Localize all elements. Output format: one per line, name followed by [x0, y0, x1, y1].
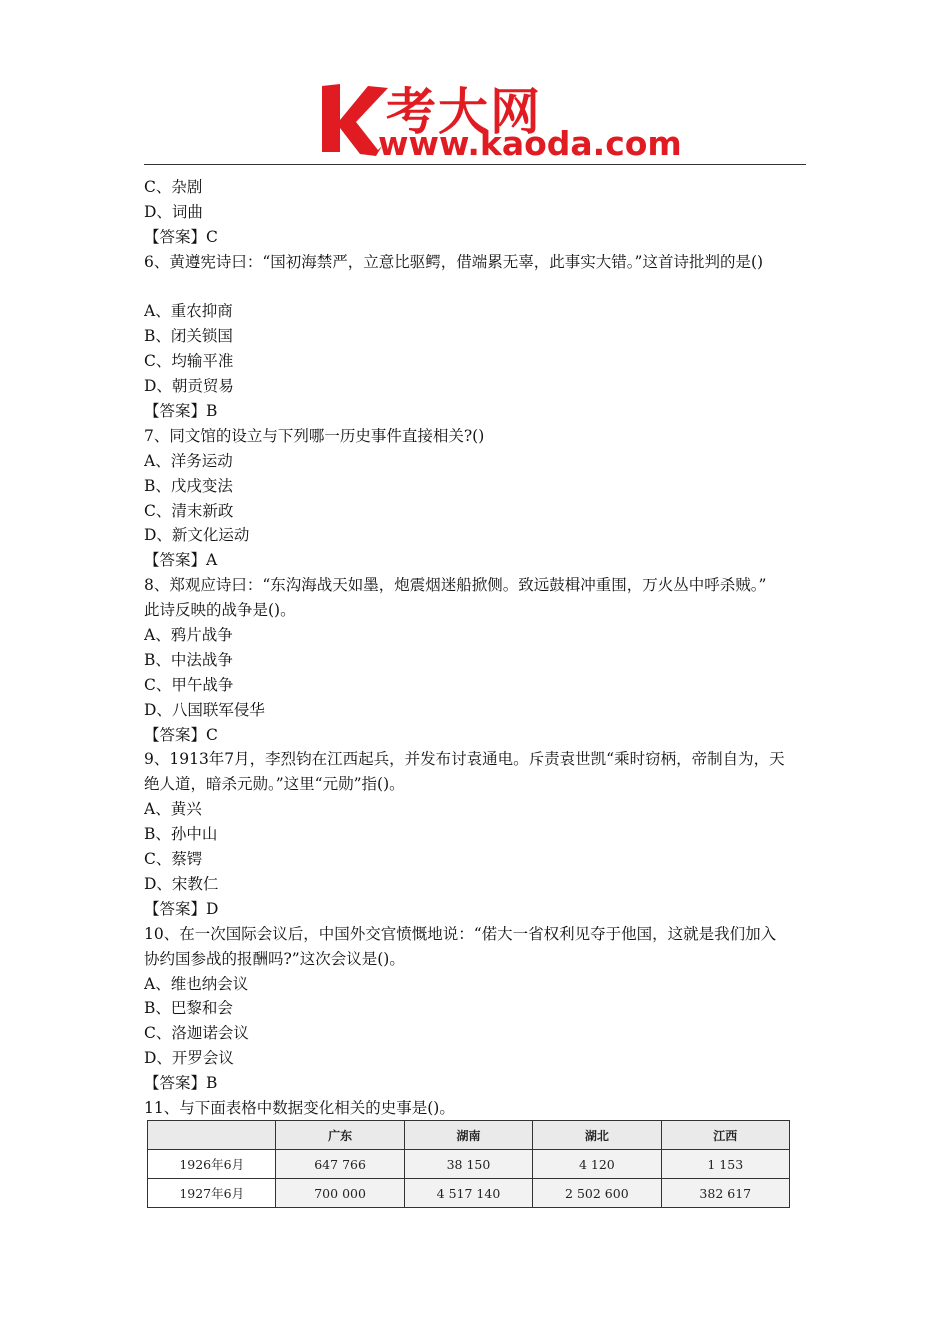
answer-line: 【答案】C: [144, 227, 218, 246]
option-line: A、维也纳会议: [144, 974, 249, 993]
question-line: 7、同文馆的设立与下列哪一历史事件直接相关?(): [144, 426, 485, 445]
answer-line: 【答案】B: [144, 1074, 218, 1093]
option-line: C、蔡锷: [144, 850, 203, 869]
question-content: [144, 175, 808, 1121]
answer-line: 【答案】A: [144, 551, 218, 570]
question-line: 9、1913年7月，李烈钧在江西起兵，并发布讨袁通电。斥责袁世凯“乘时窃柄，帝制自为，天: [144, 750, 785, 769]
table-row-label: 1927年6月: [148, 1179, 276, 1208]
table-row: [148, 1179, 790, 1208]
option-line: A、洋务运动: [144, 451, 233, 470]
question-line: 10、在一次国际会议后，中国外交官愤慨地说：“偌大一省权利见夺于他国，这就是我们加入: [144, 924, 777, 943]
table-cell: 1 153: [661, 1150, 789, 1179]
question-line: 绝人道，暗杀元勋。”这里“元勋”指()。: [144, 775, 405, 794]
question-line: 协约国参战的报酬吗?”这次会议是()。: [144, 949, 405, 968]
option-line: B、巴黎和会: [144, 999, 233, 1018]
option-line: A、鸦片战争: [144, 626, 233, 645]
logo-chinese-name: 考大网: [386, 83, 542, 141]
table-cell: 647 766: [276, 1150, 404, 1179]
header-divider: [144, 164, 806, 165]
option-line: D、开罗会议: [144, 1049, 234, 1068]
question-line: 11、与下面表格中数据变化相关的史事是()。: [144, 1098, 455, 1117]
option-line: C、甲午战争: [144, 675, 234, 694]
table-header-cell: 湖南: [404, 1121, 532, 1150]
option-line: D、新文化运动: [144, 526, 250, 545]
data-table: [147, 1120, 790, 1208]
option-line: D、宋教仁: [144, 874, 219, 893]
question-line: 8、郑观应诗曰：“东沟海战天如墨，炮震烟迷船掀侧。致远鼓楫冲重围，万火丛中呼杀贼。”: [144, 576, 767, 595]
logo-url: www.kaoda.com: [378, 124, 682, 163]
answer-line: 【答案】B: [144, 402, 218, 421]
answer-line: 【答案】C: [144, 725, 218, 744]
option-line: B、戊戌变法: [144, 476, 233, 495]
table-cell: 4 517 140: [404, 1179, 532, 1208]
option-line: A、黄兴: [144, 800, 202, 819]
table-row-label: 1926年6月: [148, 1150, 276, 1179]
option-line: B、孙中山: [144, 825, 218, 844]
question-line: 6、黄遵宪诗曰：“国初海禁严，立意比驱鳄，借端累无辜，此事实大错。”这首诗批判的是(): [144, 252, 764, 271]
table-header-row: [148, 1121, 790, 1150]
table-header-cell: 湖北: [533, 1121, 661, 1150]
data-table-wrapper: [147, 1120, 790, 1208]
option-line: C、洛迦诺会议: [144, 1024, 249, 1043]
option-line: A、重农抑商: [144, 302, 233, 321]
option-line: B、中法战争: [144, 650, 233, 669]
table-cell: 2 502 600: [533, 1179, 661, 1208]
text-line: D、词曲: [144, 202, 203, 221]
answer-line: 【答案】D: [144, 899, 219, 918]
option-line: D、八国联军侵华: [144, 700, 265, 719]
table-corner-cell: [148, 1121, 276, 1150]
option-line: B、闭关锁国: [144, 327, 233, 346]
table-cell: 38 150: [404, 1150, 532, 1179]
question-line: 此诗反映的战争是()。: [144, 601, 296, 620]
table-row: [148, 1150, 790, 1179]
kaoda-logo[interactable]: [316, 80, 682, 163]
table-header-cell: 江西: [661, 1121, 789, 1150]
option-line: C、均输平准: [144, 352, 234, 371]
table-cell: 4 120: [533, 1150, 661, 1179]
blank-line: [144, 275, 808, 300]
option-line: D、朝贡贸易: [144, 377, 234, 396]
table-cell: 382 617: [661, 1179, 789, 1208]
table-header-cell: 广东: [276, 1121, 404, 1150]
table-cell: 700 000: [276, 1179, 404, 1208]
text-line: C、杂剧: [144, 178, 203, 196]
option-line: C、清末新政: [144, 501, 234, 520]
